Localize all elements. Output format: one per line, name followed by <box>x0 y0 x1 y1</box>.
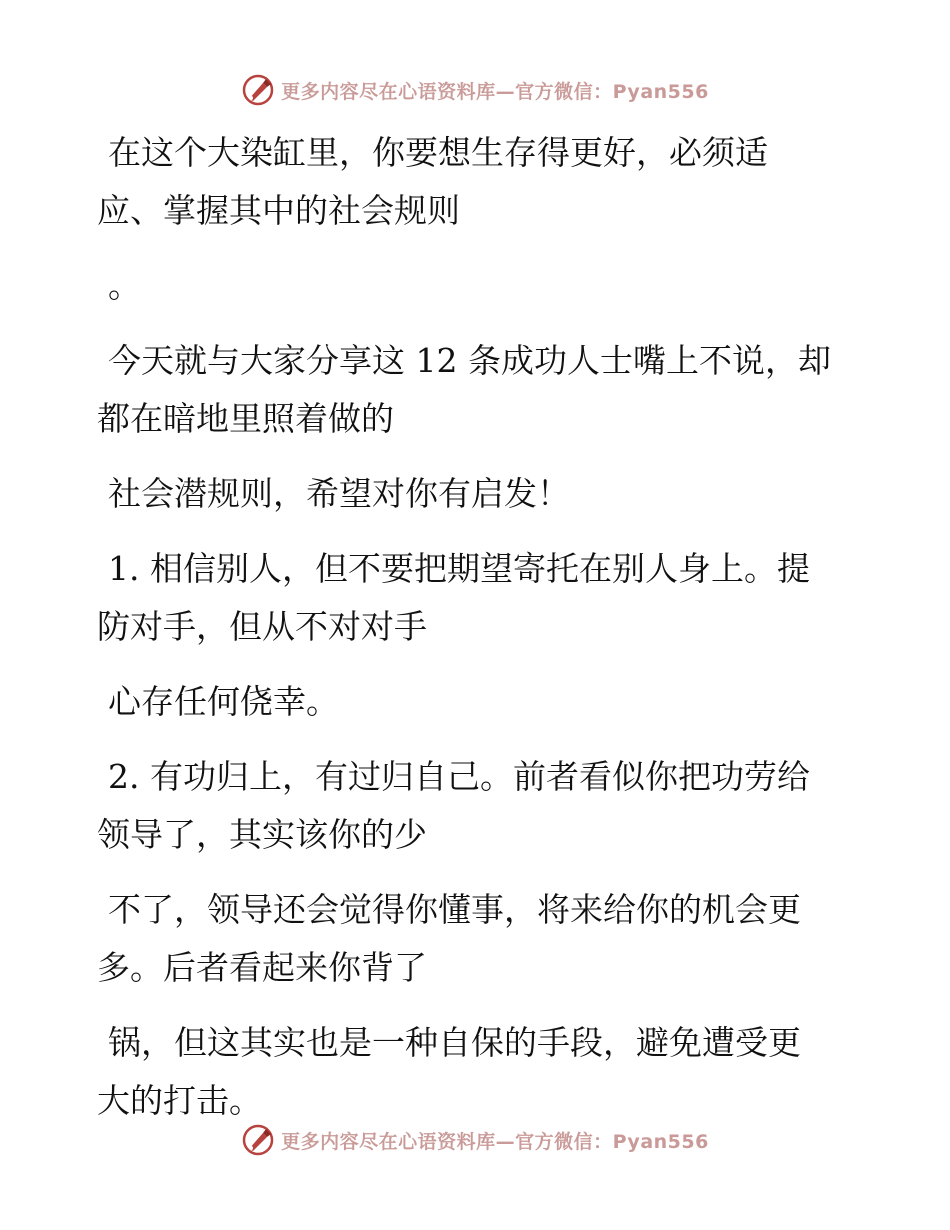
text-line: 防对手，但从不对对手 <box>97 607 427 646</box>
paragraph <box>97 257 847 315</box>
text-line: 。 <box>108 266 141 305</box>
text-line: 不了，领导还会觉得你懂事，将来给你的机会更 <box>108 890 801 929</box>
text-line: 应、掌握其中的社会规则 <box>97 191 460 230</box>
paragraph <box>97 1014 847 1130</box>
text-line: 在这个大染缸里，你要想生存得更好，必须适 <box>108 133 768 172</box>
text-line: 2. 有功归上，有过归自己。前者看似你把功劳给 <box>108 757 810 796</box>
paragraph <box>97 332 847 448</box>
watermark-text: 更多内容尽在心语资料库—官方微信：Pyan556 <box>281 1130 709 1153</box>
text-line: 多。后者看起来你背了 <box>97 948 427 987</box>
text-line: 锅，但这其实也是一种自保的手段，避免遭受更 <box>108 1023 801 1062</box>
header-watermark <box>0 70 950 110</box>
watermark-text: 更多内容尽在心语资料库—官方微信：Pyan556 <box>281 80 709 103</box>
paragraph <box>97 881 847 997</box>
text-line: 都在暗地里照着做的 <box>97 399 394 438</box>
text-line: 大的打击。 <box>97 1081 262 1120</box>
pen-logo-icon <box>241 73 275 107</box>
paragraph <box>97 748 847 864</box>
text-line: 心存任何侥幸。 <box>108 682 339 721</box>
paragraph <box>97 673 847 731</box>
paragraph <box>97 465 847 523</box>
paragraph <box>97 540 847 656</box>
text-line: 社会潜规则，希望对你有启发！ <box>108 474 570 513</box>
document-body <box>97 124 847 1147</box>
text-line: 领导了，其实该你的少 <box>97 815 427 854</box>
pen-logo-icon <box>241 1123 275 1157</box>
footer-watermark <box>0 1120 950 1160</box>
text-line: 1. 相信别人，但不要把期望寄托在别人身上。提 <box>108 549 810 588</box>
text-line: 今天就与大家分享这 12 条成功人士嘴上不说，却 <box>108 341 831 380</box>
paragraph <box>97 124 847 240</box>
